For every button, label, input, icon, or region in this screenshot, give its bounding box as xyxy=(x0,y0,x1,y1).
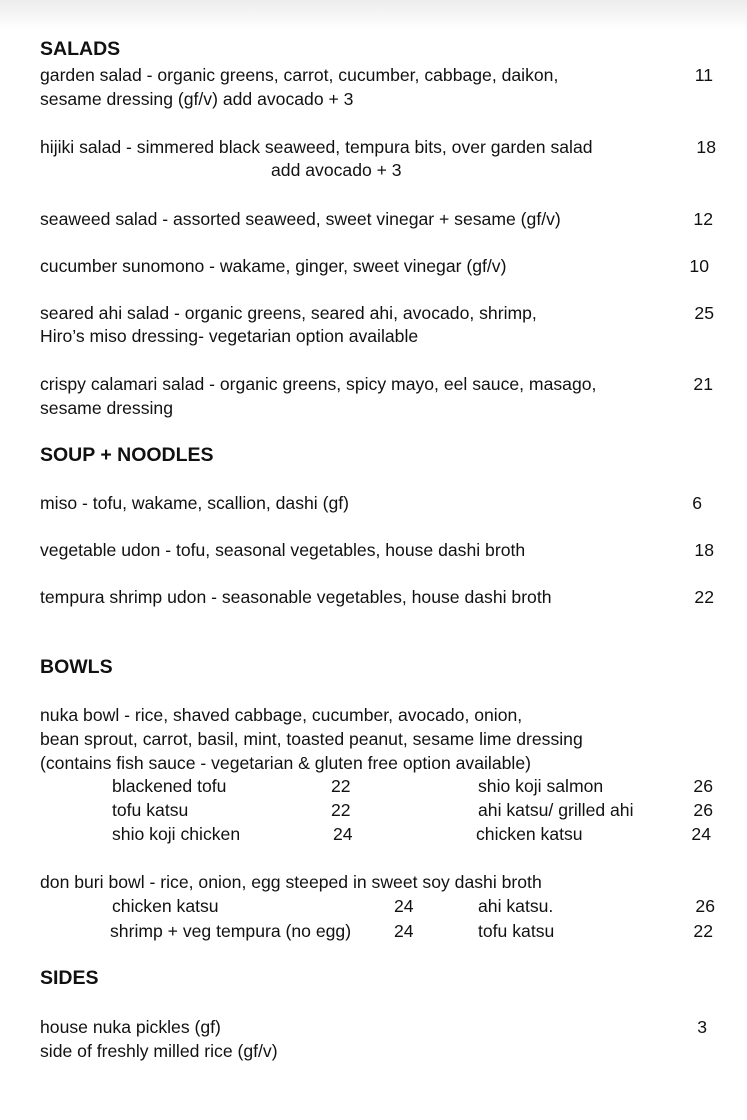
salad-item-garden-line-2: sesame dressing (gf/v) add avocado + 3 xyxy=(40,89,354,109)
salad-item-seared-ahi-line-2: Hiro’s miso dressing- vegetarian option available xyxy=(40,326,419,346)
salad-item-hijiki-line-2: add avocado + 3 xyxy=(271,160,402,180)
donburi-option-price: 22 xyxy=(693,921,713,941)
side-item-pickles-price: 3 xyxy=(697,1017,707,1037)
nuka-option-price: 22 xyxy=(331,776,351,796)
salad-item-sunomono-price: 10 xyxy=(689,256,709,276)
salad-item-garden-price: 11 xyxy=(694,65,713,85)
nuka-option-name: tofu katsu xyxy=(112,800,189,820)
bowl-nuka-line-1: nuka bowl - rice, shaved cabbage, cucumber, avocado, onion, xyxy=(40,705,523,725)
nuka-option-price: 26 xyxy=(693,800,713,820)
donburi-option-price: 24 xyxy=(394,896,414,916)
salad-item-seared-ahi-price: 25 xyxy=(694,303,714,323)
section-heading-sides: SIDES xyxy=(40,967,99,989)
soup-item-miso: miso - tofu, wakame, scallion, dashi (gf) xyxy=(40,493,349,513)
section-heading-salads: SALADS xyxy=(40,38,121,60)
salad-item-seaweed-price: 12 xyxy=(693,209,713,229)
bowl-nuka-line-3: (contains fish sauce - vegetarian & gluten free option available) xyxy=(40,753,531,773)
salad-item-calamari-price: 21 xyxy=(693,374,713,394)
side-item-rice: side of freshly milled rice (gf/v) xyxy=(40,1041,278,1061)
section-heading-bowls: BOWLS xyxy=(40,656,113,678)
nuka-option-name: shio koji chicken xyxy=(112,824,241,844)
donburi-option-name: tofu katsu xyxy=(478,921,555,941)
soup-item-miso-price: 6 xyxy=(692,493,702,513)
donburi-option-price: 24 xyxy=(394,921,414,941)
salad-item-hijiki-price: 18 xyxy=(696,137,716,157)
nuka-option-price: 24 xyxy=(333,824,353,844)
salad-item-sunomono-line-1: cucumber sunomono - wakame, ginger, sweet vinegar (gf/v) xyxy=(40,256,507,276)
donburi-option-name: chicken katsu xyxy=(112,896,219,916)
donburi-option-name: ahi katsu. xyxy=(478,896,554,916)
nuka-option-name: ahi katsu/ grilled ahi xyxy=(478,800,634,820)
soup-item-vegetable-udon: vegetable udon - tofu, seasonal vegetables, house dashi broth xyxy=(40,540,526,560)
salad-item-seared-ahi-line-1: seared ahi salad - organic greens, seared ahi, avocado, shrimp, xyxy=(40,303,537,323)
salad-item-calamari-line-2: sesame dressing xyxy=(40,398,173,418)
salad-item-hijiki-line-1: hijiki salad - simmered black seaweed, tempura bits, over garden salad xyxy=(40,137,593,157)
soup-item-tempura-udon-price: 22 xyxy=(694,587,714,607)
bowl-nuka-line-2: bean sprout, carrot, basil, mint, toasted peanut, sesame lime dressing xyxy=(40,729,583,749)
page-top-shadow xyxy=(0,0,747,30)
salad-item-seaweed-line-1: seaweed salad - assorted seaweed, sweet vinegar + sesame (gf/v) xyxy=(40,209,561,229)
donburi-option-price: 26 xyxy=(695,896,715,916)
salad-item-calamari-line-1: crispy calamari salad - organic greens, spicy mayo, eel sauce, masago, xyxy=(40,374,597,394)
donburi-option-name: shrimp + veg tempura (no egg) xyxy=(110,921,352,941)
soup-item-vegetable-udon-price: 18 xyxy=(694,540,714,560)
nuka-option-price: 22 xyxy=(331,800,351,820)
soup-item-tempura-udon: tempura shrimp udon - seasonable vegetables, house dashi broth xyxy=(40,587,552,607)
nuka-option-name: blackened tofu xyxy=(112,776,227,796)
nuka-option-price: 26 xyxy=(693,776,713,796)
nuka-option-name: shio koji salmon xyxy=(478,776,604,796)
nuka-option-name: chicken katsu xyxy=(476,824,583,844)
side-item-pickles: house nuka pickles (gf) xyxy=(40,1017,221,1037)
nuka-option-price: 24 xyxy=(691,824,711,844)
salad-item-garden-line-1: garden salad - organic greens, carrot, cucumber, cabbage, daikon, xyxy=(40,65,559,85)
bowl-donburi-line-1: don buri bowl - rice, onion, egg steeped in sweet soy dashi broth xyxy=(40,872,542,892)
section-heading-soup-noodles: SOUP + NOODLES xyxy=(40,444,214,466)
